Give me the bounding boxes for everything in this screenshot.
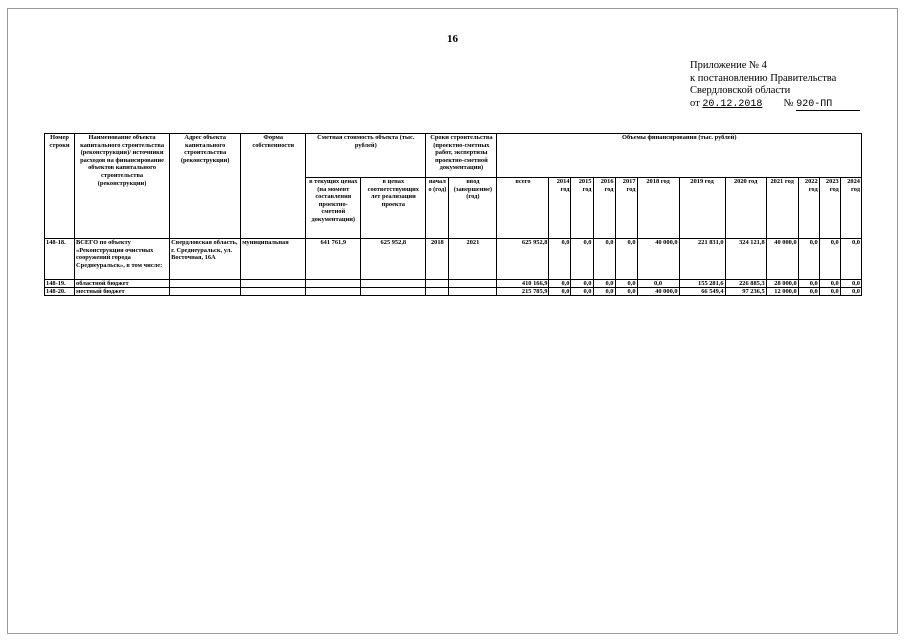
row-number: 148-20. bbox=[45, 288, 75, 296]
row-start bbox=[426, 288, 449, 296]
row-year-value: 40 000,0 bbox=[637, 239, 679, 280]
row-year-value: 155 281,6 bbox=[679, 280, 725, 288]
row-year-value: 0,0 bbox=[637, 280, 679, 288]
row-start: 2018 bbox=[426, 239, 449, 280]
header-year: 2017 год bbox=[615, 178, 637, 239]
appendix-title: Приложение № 4 bbox=[690, 60, 767, 71]
row-cost-years bbox=[361, 280, 426, 288]
row-year-value: 40 000,0 bbox=[766, 239, 798, 280]
row-total: 625 952,8 bbox=[497, 239, 549, 280]
row-year-value: 0,0 bbox=[593, 239, 615, 280]
row-year-value: 0,0 bbox=[840, 288, 861, 296]
row-cost-current bbox=[306, 280, 361, 288]
appendix-block bbox=[690, 60, 890, 111]
header-term-start: начало (год) bbox=[426, 178, 449, 239]
page-number: 16 bbox=[447, 33, 458, 45]
row-cost-current bbox=[306, 288, 361, 296]
row-object-name: ВСЕГО по объекту «Реконструкция очистных сооружений города Среднеуральск», в том числе: bbox=[75, 239, 170, 280]
table-row bbox=[45, 239, 862, 280]
financing-table bbox=[44, 133, 862, 296]
row-year-value: 0,0 bbox=[549, 280, 571, 288]
row-number: 148-18. bbox=[45, 239, 75, 280]
row-ownership: муниципальная bbox=[241, 239, 306, 280]
header-year: 2021 год bbox=[766, 178, 798, 239]
row-year-value: 0,0 bbox=[549, 288, 571, 296]
row-cost-years: 625 952,8 bbox=[361, 239, 426, 280]
row-year-value: 66 549,4 bbox=[679, 288, 725, 296]
row-year-value: 0,0 bbox=[615, 239, 637, 280]
header-address: Адрес объекта капитального строительства (реконструкции) bbox=[170, 134, 241, 239]
row-year-value: 12 000,0 bbox=[766, 288, 798, 296]
header-year: 2022 год bbox=[798, 178, 819, 239]
appendix-date-line bbox=[690, 98, 890, 112]
row-year-value: 0,0 bbox=[798, 239, 819, 280]
header-cost-years: в ценах соответствующих лет реализации проекта bbox=[361, 178, 426, 239]
header-year: 2016 год bbox=[593, 178, 615, 239]
row-ownership bbox=[241, 288, 306, 296]
row-address: Свердловская область, г. Среднеуральск, ул. Восточная, 16А bbox=[170, 239, 241, 280]
header-term-end: ввод (завершение) (год) bbox=[449, 178, 497, 239]
row-end: 2021 bbox=[449, 239, 497, 280]
header-financing: Объемы финансирования (тыс. рублей) bbox=[497, 134, 862, 178]
date-prefix: от bbox=[690, 97, 700, 109]
row-year-value: 0,0 bbox=[571, 288, 593, 296]
row-year-value: 40 000,0 bbox=[637, 288, 679, 296]
header-year: 2018 год bbox=[637, 178, 679, 239]
row-end bbox=[449, 288, 497, 296]
row-start bbox=[426, 280, 449, 288]
header-total: всего bbox=[497, 178, 549, 239]
decree-number: 920-ПП bbox=[796, 100, 860, 111]
row-year-value: 28 000,0 bbox=[766, 280, 798, 288]
row-address bbox=[170, 280, 241, 288]
header-object-name: Наименование объекта капитального строительства (реконструкции)/ источники расходов на финансирование объектов капитального строительства (реконструкции) bbox=[75, 134, 170, 239]
row-year-value: 0,0 bbox=[840, 280, 861, 288]
appendix-region: Свердловской области bbox=[690, 85, 791, 96]
appendix-decree: к постановлению Правительства bbox=[690, 72, 837, 84]
row-object-name: областной бюджет bbox=[75, 280, 170, 288]
header-year: 2019 год bbox=[679, 178, 725, 239]
header-ownership: Форма собственности bbox=[241, 134, 306, 239]
row-year-value: 0,0 bbox=[798, 288, 819, 296]
row-year-value: 0,0 bbox=[593, 280, 615, 288]
row-total: 215 785,9 bbox=[497, 288, 549, 296]
row-year-value: 221 831,0 bbox=[679, 239, 725, 280]
header-row-number: Номер строки bbox=[45, 134, 75, 239]
row-year-value: 0,0 bbox=[549, 239, 571, 280]
row-year-value: 0,0 bbox=[840, 239, 861, 280]
table-row bbox=[45, 288, 862, 296]
header-year: 2015 год bbox=[571, 178, 593, 239]
row-year-value: 0,0 bbox=[819, 288, 840, 296]
row-year-value: 0,0 bbox=[819, 239, 840, 280]
row-year-value: 0,0 bbox=[819, 280, 840, 288]
row-total: 410 166,9 bbox=[497, 280, 549, 288]
header-year: 2020 год bbox=[725, 178, 766, 239]
header-year: 2024 год bbox=[840, 178, 861, 239]
row-year-value: 0,0 bbox=[571, 280, 593, 288]
row-address bbox=[170, 288, 241, 296]
row-year-value: 0,0 bbox=[615, 288, 637, 296]
row-year-value: 226 885,3 bbox=[725, 280, 766, 288]
row-year-value: 97 236,5 bbox=[725, 288, 766, 296]
number-prefix: № bbox=[783, 97, 794, 109]
row-ownership bbox=[241, 280, 306, 288]
header-year: 2023 год bbox=[819, 178, 840, 239]
row-year-value: 0,0 bbox=[615, 280, 637, 288]
decree-date: 20.12.2018 bbox=[702, 98, 763, 110]
row-year-value: 0,0 bbox=[798, 280, 819, 288]
row-year-value: 324 121,8 bbox=[725, 239, 766, 280]
header-year: 2014 год bbox=[549, 178, 571, 239]
row-cost-years bbox=[361, 288, 426, 296]
row-end bbox=[449, 280, 497, 288]
header-estimated-cost: Сметная стоимость объекта (тыс. рублей) bbox=[306, 134, 426, 178]
row-cost-current: 641 761,9 bbox=[306, 239, 361, 280]
row-year-value: 0,0 bbox=[593, 288, 615, 296]
table-row bbox=[45, 280, 862, 288]
row-object-name: местный бюджет bbox=[75, 288, 170, 296]
row-number: 148-19. bbox=[45, 280, 75, 288]
row-year-value: 0,0 bbox=[571, 239, 593, 280]
header-construction-terms: Сроки строительства (проектно-сметных работ, экспертизы проектно-сметной документации) bbox=[426, 134, 497, 178]
header-cost-current: в текущих ценах (на момент составления проектно-сметной документации) bbox=[306, 178, 361, 239]
